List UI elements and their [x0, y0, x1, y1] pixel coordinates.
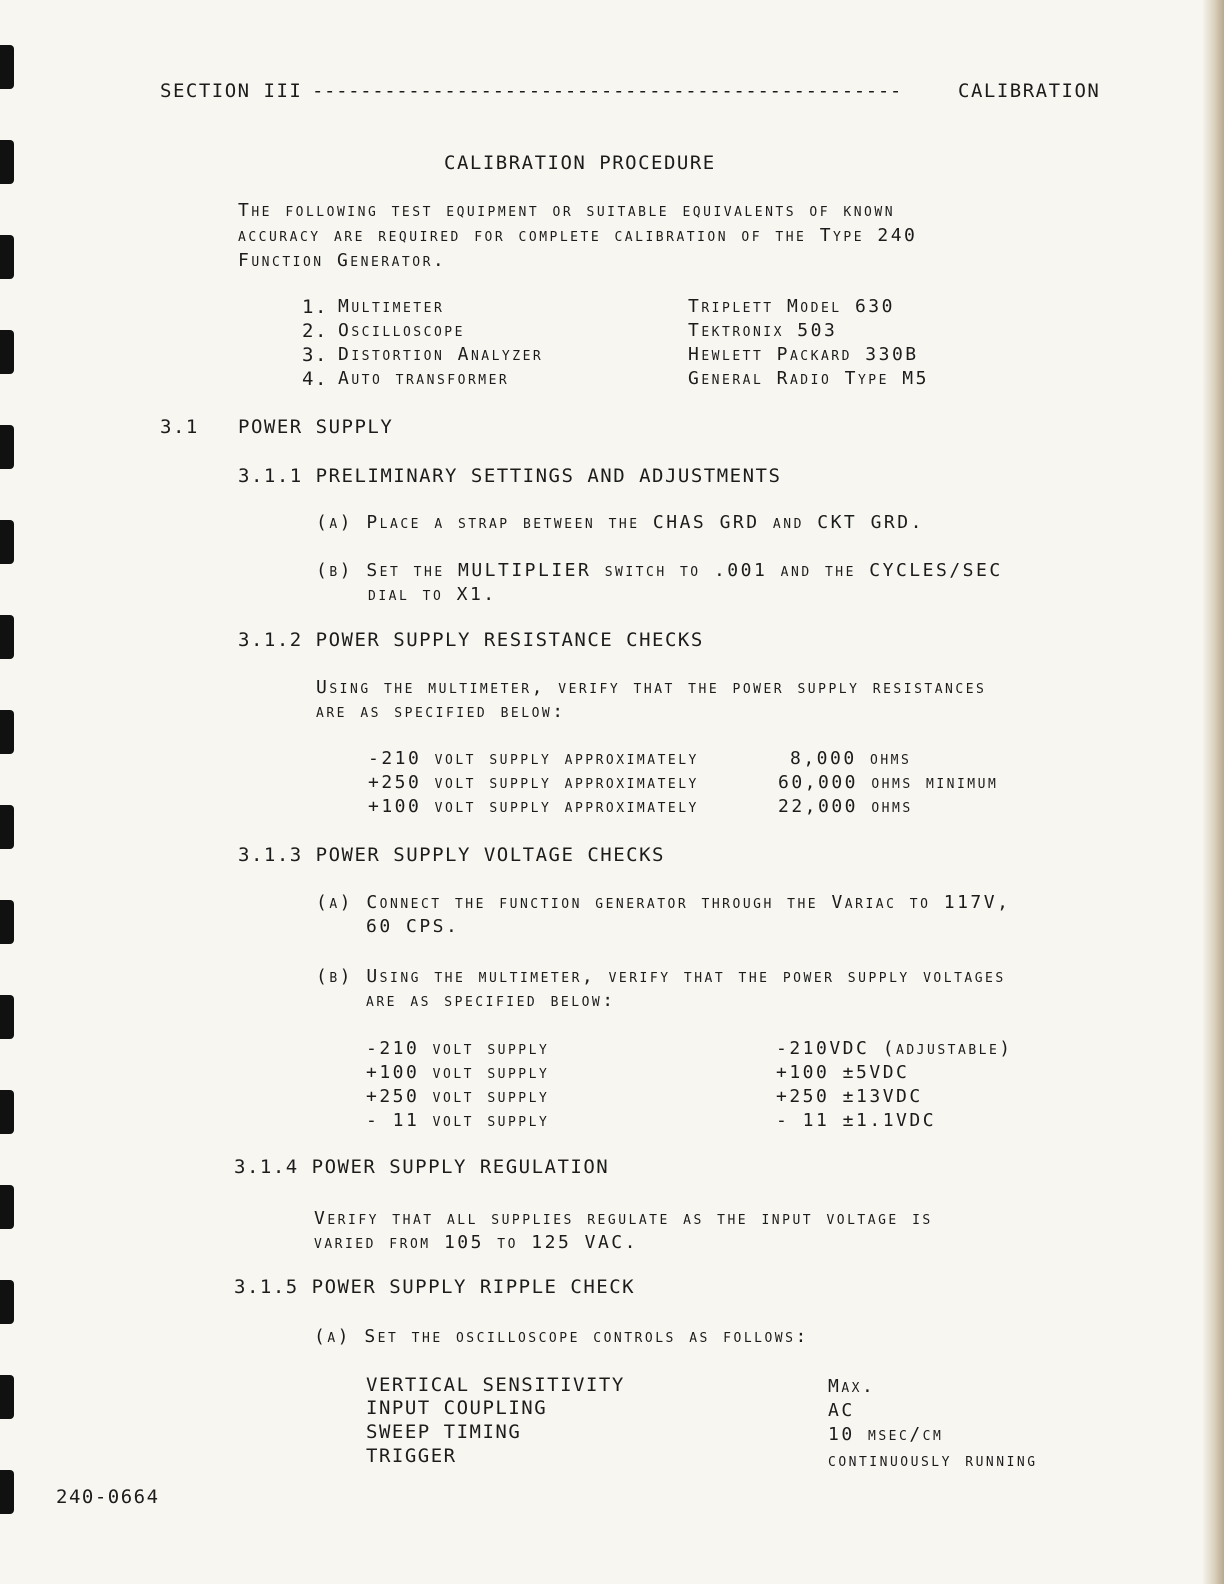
- step-text: (a) Connect the function generator through the Variac to 117V,: [316, 892, 1011, 913]
- spec-label: -210 volt supply approximately: [368, 748, 699, 769]
- subsection-heading: 3.1.5 POWER SUPPLY RIPPLE CHECK: [234, 1276, 636, 1298]
- equipment-num: 3.: [302, 344, 328, 366]
- equipment-num: 1.: [302, 296, 328, 318]
- spec-value: +100 ±5VDC: [776, 1062, 910, 1083]
- spec-value: - 11 ±1.1VDC: [776, 1110, 937, 1131]
- spec-value: 22,000 ohms: [778, 796, 913, 817]
- spec-label: +250 volt supply approximately: [368, 772, 699, 793]
- section-label: SECTION III: [160, 80, 303, 102]
- paragraph-line: are as specified below:: [316, 701, 566, 722]
- control-label: VERTICAL SENSITIVITY: [366, 1374, 625, 1396]
- subsection-heading: 3.1.3 POWER SUPPLY VOLTAGE CHECKS: [238, 844, 665, 866]
- equipment-num: 2.: [302, 320, 328, 342]
- equipment-name: Multimeter: [338, 296, 445, 317]
- equipment-model: General Radio Type M5: [688, 368, 929, 389]
- spec-label: +250 volt supply: [366, 1086, 550, 1107]
- step-text: dial to X1.: [368, 584, 497, 605]
- step-text: (b) Set the MULTIPLIER switch to .001 and the CYCLES/SEC: [316, 560, 1003, 581]
- control-value: continuously running: [828, 1450, 1038, 1471]
- spec-value: +250 ±13VDC: [776, 1086, 923, 1107]
- step-text: (a) Place a strap between the CHAS GRD and CKT GRD.: [316, 512, 924, 533]
- header-rule: -------------------------------------------------: [312, 80, 902, 102]
- paragraph-line: Verify that all supplies regulate as the input voltage is: [314, 1208, 933, 1229]
- doc-number: 240-0664: [56, 1486, 160, 1508]
- control-value: 10 msec/cm: [828, 1424, 944, 1445]
- spec-label: +100 volt supply approximately: [368, 796, 699, 817]
- section-number: 3.1: [160, 416, 199, 438]
- subsection-heading: 3.1.2 POWER SUPPLY RESISTANCE CHECKS: [238, 629, 704, 651]
- control-label: INPUT COUPLING: [366, 1397, 548, 1419]
- spec-label: -210 volt supply: [366, 1038, 550, 1059]
- subsection-heading: 3.1.4 POWER SUPPLY REGULATION: [234, 1156, 610, 1178]
- doc-title: CALIBRATION PROCEDURE: [444, 152, 716, 174]
- header-title: CALIBRATION: [958, 80, 1101, 102]
- binder-holes: [0, 40, 16, 1540]
- spec-value: -210VDC (adjustable): [776, 1038, 1013, 1059]
- spec-value: 60,000 ohms minimum: [778, 772, 999, 793]
- page-edge: [1202, 0, 1224, 1584]
- spec-value: 8,000 ohms: [790, 748, 912, 769]
- control-label: SWEEP TIMING: [366, 1421, 522, 1443]
- equipment-name: Oscilloscope: [338, 320, 465, 341]
- subsection-heading: 3.1.1 PRELIMINARY SETTINGS AND ADJUSTMENTS: [238, 465, 782, 487]
- equipment-name: Auto transformer: [338, 368, 510, 389]
- equipment-name: Distortion Analyzer: [338, 344, 544, 365]
- equipment-model: Tektronix 503: [688, 320, 838, 341]
- equipment-model: Triplett Model 630: [688, 296, 895, 317]
- control-value: Max.: [828, 1376, 876, 1397]
- intro-line-1: The following test equipment or suitable equivalents of known: [238, 200, 896, 221]
- step-text: (a) Set the oscilloscope controls as follows:: [314, 1326, 809, 1347]
- intro-line-3: Function Generator.: [238, 250, 447, 271]
- control-value: AC: [828, 1400, 855, 1421]
- paragraph-line: varied from 105 to 125 VAC.: [314, 1232, 638, 1253]
- step-text: (b) Using the multimeter, verify that the power supply voltages: [316, 966, 1006, 987]
- equipment-num: 4.: [302, 368, 328, 390]
- spec-label: - 11 volt supply: [366, 1110, 550, 1131]
- spec-label: +100 volt supply: [366, 1062, 550, 1083]
- equipment-model: Hewlett Packard 330B: [688, 344, 919, 365]
- section-title: POWER SUPPLY: [238, 416, 394, 438]
- intro-line-2: accuracy are required for complete calibration of the Type 240: [238, 225, 918, 246]
- step-text: 60 CPS.: [366, 916, 460, 937]
- step-text: are as specified below:: [366, 990, 616, 1011]
- paragraph-line: Using the multimeter, verify that the power supply resistances: [316, 677, 987, 698]
- control-label: TRIGGER: [366, 1445, 457, 1467]
